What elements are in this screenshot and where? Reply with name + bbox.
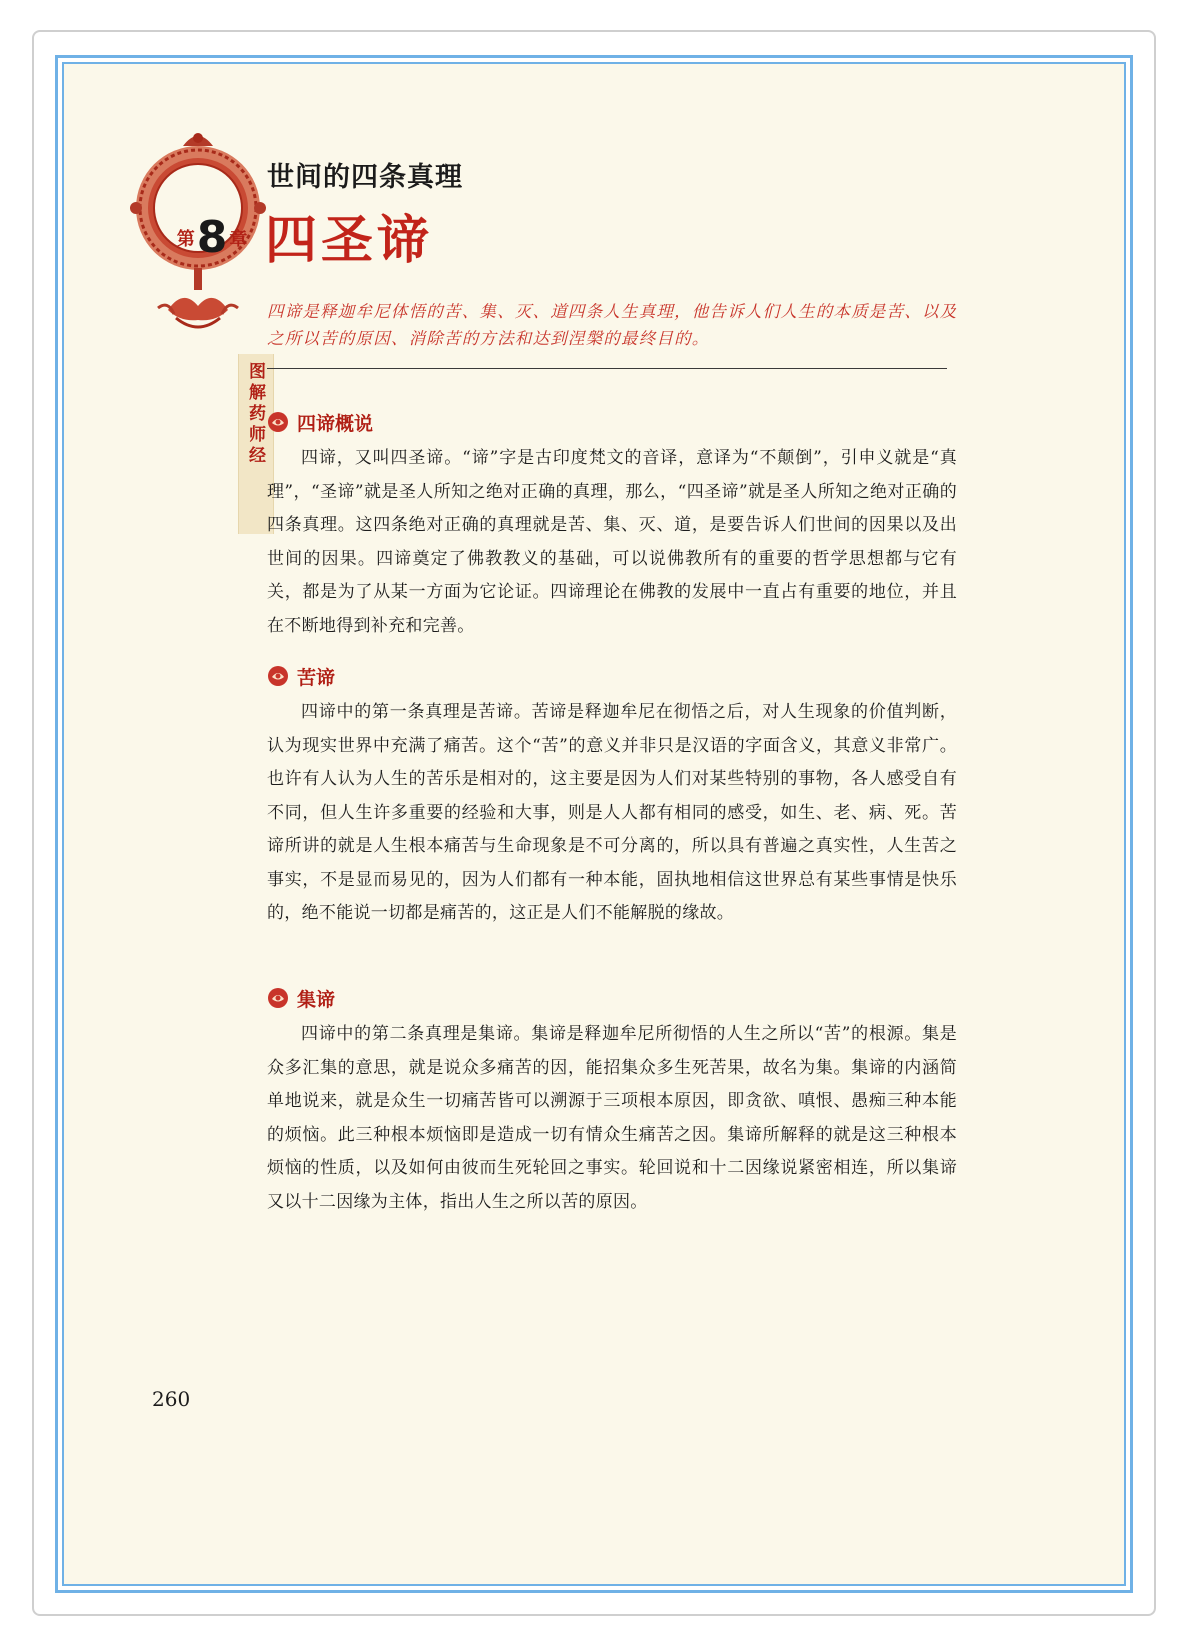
chapter-prefix: 第 xyxy=(176,229,195,250)
section-origin xyxy=(267,984,957,1219)
chapter-subtitle: 世间的四条真理 xyxy=(267,162,463,193)
section-heading xyxy=(267,662,957,690)
chapter-number: 8 xyxy=(196,212,228,263)
section-suffering xyxy=(267,662,957,931)
section-body: 四谛中的第一条真理是苦谛。苦谛是释迦牟尼在彻悟之后，对人生现象的价值判断，认为现实世界中充满了痛苦。这个“苦”的意义并非只是汉语的字面含义，其意义非常广。也许有人认为人生的苦乐是相对的，这主要是因为人们对某些特别的事物，各人感受自有不同，但人生许多重要的经验和大事，则是人人都有相同的感受，如生、老、病、死。苦谛所讲的就是人生根本痛苦与生命现象是不可分离的，所以具有普遍之真实性，人生苦之事实，不是显而易见的，因为人们都有一种本能，固执地相信这世界总有某些事情是快乐的，绝不能说一切都是痛苦的，这正是人们不能解脱的缘故。 xyxy=(267,702,957,923)
lotus-bullet-icon xyxy=(267,987,289,1009)
section-heading-text: 四谛概说 xyxy=(297,412,374,435)
chapter-badge xyxy=(166,210,258,266)
page-number: 260 xyxy=(152,1387,191,1411)
book-page xyxy=(62,62,1126,1586)
chapter-intro: 四谛是释迦牟尼体悟的苦、集、灭、道四条人生真理，他告诉人们人生的本质是苦、以及之所以苦的原因、消除苦的方法和达到涅槃的最终目的。 xyxy=(267,302,958,348)
chapter-suffix: 章 xyxy=(229,229,248,250)
section-body: 四谛中的第二条真理是集谛。集谛是释迦牟尼所彻悟的人生之所以“苦”的根源。集是众多汇集的意思，就是说众多痛苦的因，能招集众多生死苦果，故名为集。集谛的内涵简单地说来，就是众生一切痛苦皆可以溯源于三项根本原因，即贪欲、嗔恨、愚痴三种本能的烦恼。此三种根本烦恼即是造成一切有情众生痛苦之因。集谛所解释的就是这三种根本烦恼的性质，以及如何由彼而生死轮回之事实。轮回说和十二因缘说紧密相连，所以集谛又以十二因缘为主体，指出人生之所以苦的原因。 xyxy=(267,1024,957,1212)
book-side-label: 图解药师经 xyxy=(245,362,265,467)
section-heading-text: 集谛 xyxy=(297,988,336,1011)
intro-divider xyxy=(267,368,947,369)
section-heading xyxy=(267,984,957,1012)
section-heading-text: 苦谛 xyxy=(297,666,336,689)
section-heading xyxy=(267,408,957,436)
section-body: 四谛，又叫四圣谛。“谛”字是古印度梵文的音译，意译为“不颠倒”，引申义就是“真理”，“圣谛”就是圣人所知之绝对正确的真理，那么，“四圣谛”就是圣人所知之绝对正确的四条真理。这四条绝对正确的真理就是苦、集、灭、道，是要告诉人们世间的因果以及出世间的因果。四谛奠定了佛教教义的基础，可以说佛教所有的重要的哲学思想都与它有关，都是为了从某一方面为它论证。四谛理论在佛教的发展中一直占有重要的地位，并且在不断地得到补充和完善。 xyxy=(267,448,957,636)
chapter-title: 四圣谛 xyxy=(265,210,434,271)
lotus-bullet-icon xyxy=(267,665,289,687)
lotus-bullet-icon xyxy=(267,411,289,433)
section-overview xyxy=(267,408,957,643)
